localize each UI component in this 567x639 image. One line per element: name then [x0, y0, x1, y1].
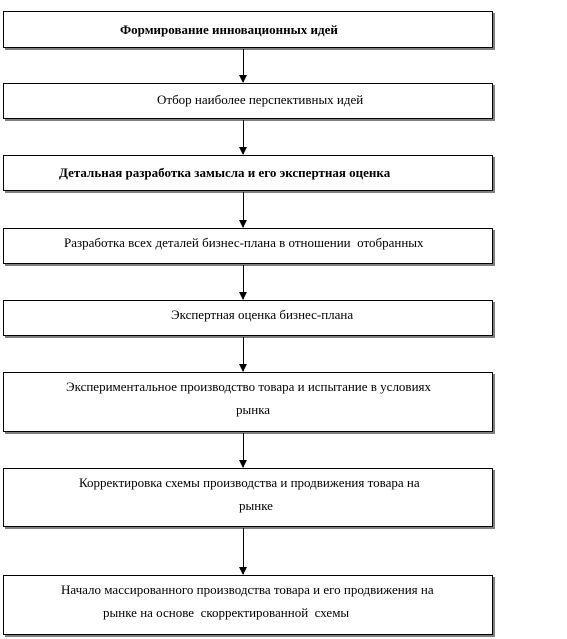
step-label: Экспертная оценка бизнес-плана	[171, 307, 354, 322]
step-label-line1: Корректировка схемы производства и продвижения товара на	[79, 475, 420, 490]
step-label-line2: рынке на основе скорректированной схемы	[103, 605, 350, 620]
step-box-idea-selection	[3, 83, 493, 119]
flow-arrow	[243, 433, 244, 467]
step-label: Детальная разработка замысла и его экспертная оценка	[59, 165, 391, 180]
flow-arrow	[243, 528, 244, 574]
flow-arrow	[243, 265, 244, 299]
step-label-line1: Экспериментальное производство товара и испытание в условиях	[66, 379, 432, 394]
step-box-idea-generation	[3, 11, 493, 48]
flow-arrow	[243, 192, 244, 227]
flow-arrow	[243, 120, 244, 154]
step-label: Отбор наиболее перспективных идей	[157, 92, 364, 107]
step-box-experimental-production	[3, 372, 493, 432]
step-label-line1: Начало массированного производства товара и его продвижения на	[61, 582, 434, 597]
flow-arrow	[243, 49, 244, 82]
step-label: Разработка всех деталей бизнес-плана в отношении отобранных	[64, 235, 424, 250]
step-label-line2: рынке	[239, 498, 273, 513]
step-box-mass-production	[3, 575, 493, 635]
step-box-scheme-correction	[3, 468, 493, 527]
step-box-business-plan-details	[3, 228, 493, 264]
flow-arrow	[243, 337, 244, 371]
step-label: Формирование инновационных идей	[120, 22, 338, 37]
step-label-line2: рынка	[236, 402, 271, 417]
step-box-expert-assessment	[3, 300, 493, 336]
step-box-detailed-design	[3, 155, 493, 191]
